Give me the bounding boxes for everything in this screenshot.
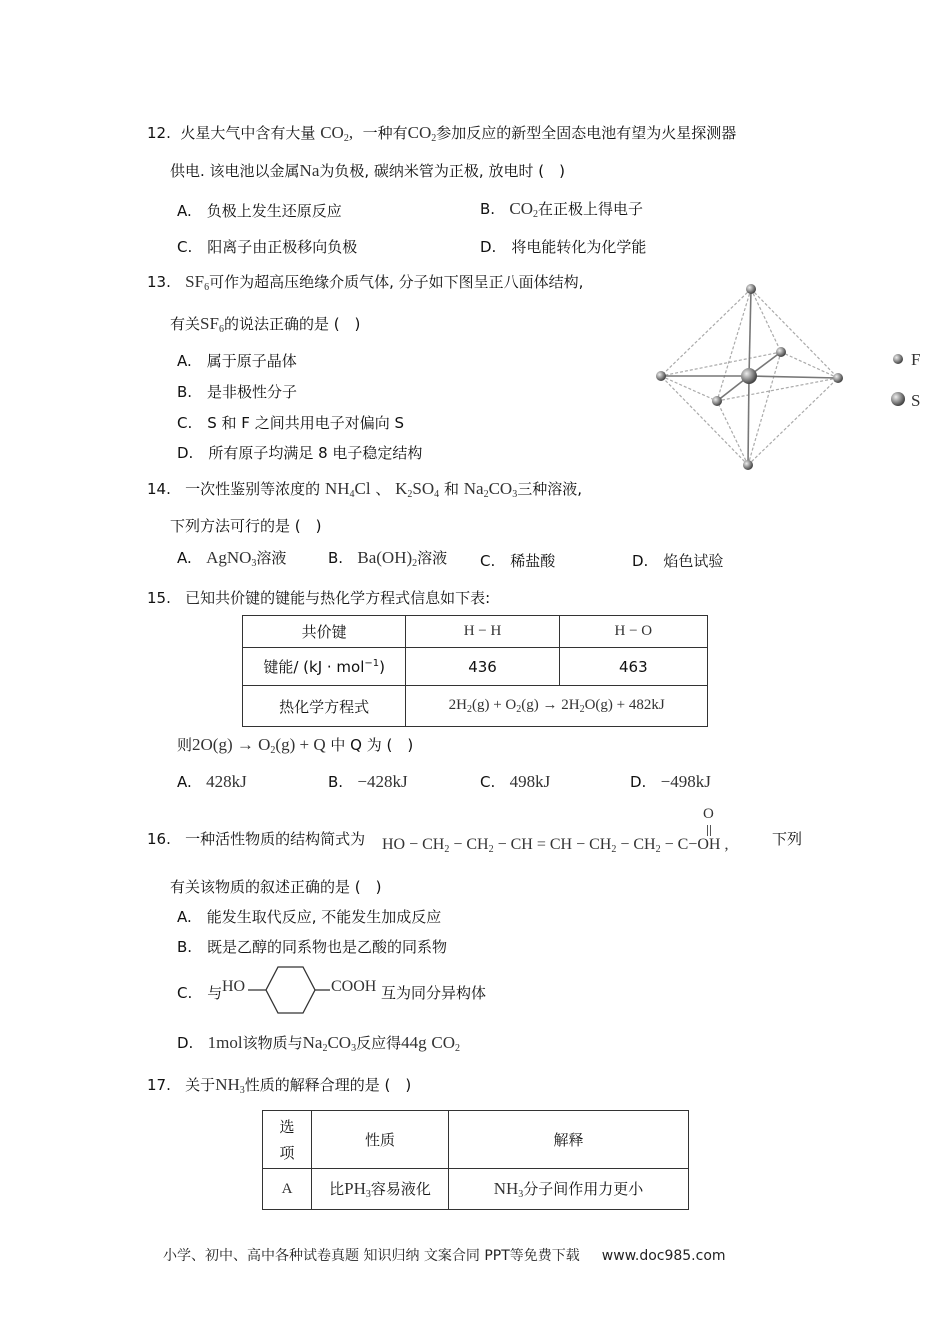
legend-f-label: F <box>911 350 921 369</box>
legend-s-atom <box>891 392 905 406</box>
q13-option-b: B. 是非极性分子 <box>177 383 298 401</box>
q15-option-b: B. −428kJ <box>328 772 408 791</box>
q12-option-d: D. 将电能转化为化学能 <box>480 238 647 256</box>
energy-h-h: 436 <box>406 648 559 686</box>
q16-line1-tail: 下列 <box>772 830 803 848</box>
q12-line2: 供电. 该电池以金属Na为负极, 碳纳米管为正极, 放电时 ( ) <box>170 161 565 180</box>
q15-option-c: C. 498kJ <box>480 772 551 791</box>
q13-line2: 有关$SF_6$的说法正确的是 ( ) <box>170 314 361 335</box>
q14-line2: 下列方法可行的是 ( ) <box>170 517 322 535</box>
f-atom <box>833 373 843 383</box>
q12-line1: 12. 火星大气中含有大量 $CO_2$, 一种有$CO_2$参加反应的新型全固态电池有望为火星探测器 <box>147 123 737 144</box>
page-footer <box>163 1245 726 1265</box>
cyclohexane-ring-icon <box>248 964 330 1016</box>
header-property: 性质 <box>312 1111 449 1169</box>
q14-option-b: B. $Ba(OH)_2$溶液 <box>328 548 448 569</box>
legend-f-atom <box>893 354 903 364</box>
carbonyl-double-bond <box>707 825 711 836</box>
q14-option-d: D. 焰色试验 <box>632 552 724 570</box>
q16-option-d: D. 1mol该物质与$Na_2CO_3$反应得44g $CO_2$ <box>177 1033 460 1054</box>
f-atom <box>656 371 666 381</box>
equation-label: 热化学方程式 <box>243 686 406 727</box>
q16-line2: 有关该物质的叙述正确的是 ( ) <box>170 878 382 896</box>
header-h-h: H − H <box>406 616 559 648</box>
q14-line1: 14. 一次性鉴别等浓度的 $NH_4Cl$ 、 $K_2SO_4$ 和 $Na_2CO_3$三种溶液, <box>147 479 582 500</box>
row-a-explanation: $NH_3$分子间作用力更小 <box>449 1169 689 1210</box>
energy-label: 键能/ (kJ · mol$^{-1}$) <box>243 648 406 686</box>
header-explanation: 解释 <box>449 1111 689 1169</box>
q14-option-c: C. 稀盐酸 <box>480 552 556 570</box>
q16-option-b: B. 既是乙醇的同系物也是乙酸的同系物 <box>177 938 448 956</box>
q12-option-a: A. 负极上发生还原反应 <box>177 202 342 220</box>
q16-option-c: C. 与 <box>177 984 223 1002</box>
footer-site-link[interactable]: www.doc985.com <box>601 1248 726 1264</box>
formula-sf6: $SF_6$ <box>185 272 210 293</box>
f-atom <box>712 396 722 406</box>
q16-option-c-tail: 互为同分异构体 <box>381 984 487 1002</box>
carbonyl-oxygen: O <box>703 806 714 822</box>
f-atom <box>776 347 786 357</box>
s-atom <box>741 368 757 384</box>
q15-option-a: A. 428kJ <box>177 772 247 791</box>
header-h-o: H − O <box>559 616 707 648</box>
q12-option-b: B. $CO_2$在正极上得电子 <box>480 199 644 220</box>
formula-co2: $CO_2$, <box>320 123 354 144</box>
q15-option-d: D. −498kJ <box>630 772 711 791</box>
equation-value: $2H_2(g) + O_2(g) \to 2H_2O(g) + 482kJ$ <box>406 686 708 727</box>
q12-option-c: C. 阳离子由正极移向负极 <box>177 238 358 256</box>
q14-option-a: A. AgNO$_3$溶液 <box>177 548 287 569</box>
q13-line1: 13. $SF_6$可作为超高压绝缘介质气体, 分子如下图呈正八面体结构, <box>147 272 584 293</box>
row-a-option: A <box>263 1169 312 1210</box>
q13-option-c: C. S 和 F 之间共用电子对偏向 S <box>177 414 404 432</box>
q15-line1: 15. 已知共价键的键能与热化学方程式信息如下表: <box>147 589 491 607</box>
ring-left-group: HO <box>222 978 246 995</box>
f-atom <box>743 460 753 470</box>
bond-energy-table <box>242 615 708 727</box>
footer-text: 小学、初中、高中各种试卷真题 知识归纳 文案合同 PPT等免费下载 <box>163 1248 580 1264</box>
q13-option-a: A. 属于原子晶体 <box>177 352 297 370</box>
f-atom <box>746 284 756 294</box>
q16-option-a: A. 能发生取代反应, 不能发生加成反应 <box>177 908 442 926</box>
q13-option-d: D. 所有原子均满足 8 电子稳定结构 <box>177 444 423 462</box>
formula-co2: $CO_2$ <box>407 123 437 144</box>
row-a-property: 比$PH_3$容易液化 <box>312 1169 449 1210</box>
header-option: 选 项 <box>263 1111 312 1169</box>
nh3-property-table <box>262 1110 689 1210</box>
q16-line1: 16. 一种活性物质的结构简式为 <box>147 830 366 848</box>
sf6-octahedron-figure <box>640 275 940 480</box>
q17-line1: 17. 关于$NH_3$性质的解释合理的是 ( ) <box>147 1075 412 1096</box>
q15-then: 则$2O(g) \to O_2(g) + Q$ 中 Q 为 ( ) <box>177 735 414 756</box>
ring-right-group: COOH <box>331 978 377 995</box>
energy-h-o: 463 <box>559 648 707 686</box>
header-bond: 共价键 <box>243 616 406 648</box>
legend-s-label: S <box>911 391 921 410</box>
structural-formula: HO − $CH_2 - CH_2$ − CH = CH − $CH_2 - CH_2 - C-OH$ , <box>382 836 729 855</box>
